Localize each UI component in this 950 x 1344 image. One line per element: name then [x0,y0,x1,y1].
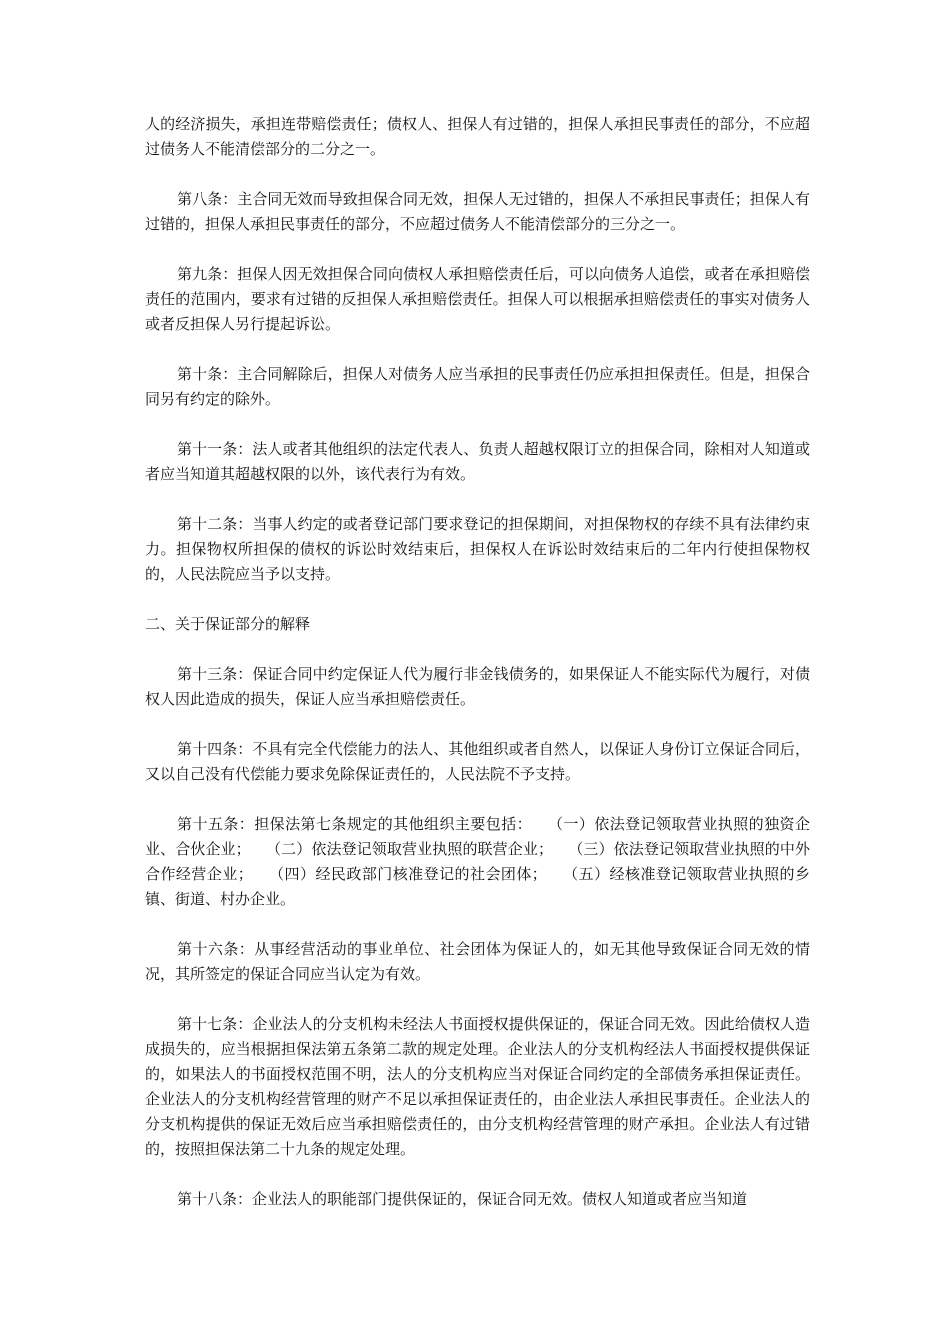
article-15: 第十五条：担保法第七条规定的其他组织主要包括： （一）依法登记领取营业执照的独资企业、合伙企业； （二）依法登记领取营业执照的联营企业； （三）依法登记领取营业执照的中外合作经营企业； （四）经民政部门核准登记的社会团体； （五）经核准登记领取营业执照的乡镇、街道、村办企业。 [145,815,810,908]
article-14: 第十四条：不具有完全代偿能力的法人、其他组织或者自然人，以保证人身份订立保证合同后，又以自己没有代偿能力要求免除保证责任的，人民法院不予支持。 [145,740,810,783]
article-16: 第十六条：从事经营活动的事业单位、社会团体为保证人的，如无其他导致保证合同无效的情况，其所签定的保证合同应当认定为有效。 [145,940,810,983]
article-10: 第十条：主合同解除后，担保人对债务人应当承担的民事责任仍应承担担保责任。但是，担保合同另有约定的除外。 [145,365,810,408]
paragraph-continuation: 人的经济损失，承担连带赔偿责任；债权人、担保人有过错的，担保人承担民事责任的部分，不应超过债务人不能清偿部分的二分之一。 [145,115,810,158]
article-17: 第十七条：企业法人的分支机构未经法人书面授权提供保证的，保证合同无效。因此给债权人造成损失的，应当根据担保法第五条第二款的规定处理。企业法人的分支机构经法人书面授权提供保证的，如果法人的书面授权范围不明，法人的分支机构应当对保证合同约定的全部债务承担保证责任。企业法人的分支机构经营管理的财产不足以承担保证责任的，由企业法人承担民事责任。企业法人的分支机构提供的保证无效后应当承担赔偿责任的，由分支机构经营管理的财产承担。企业法人有过错的，按照担保法第二十九条的规定处理。 [145,1015,810,1158]
article-18: 第十八条：企业法人的职能部门提供保证的，保证合同无效。债权人知道或者应当知道 [177,1190,748,1208]
article-12: 第十二条：当事人约定的或者登记部门要求登记的担保期间，对担保物权的存续不具有法律约束力。担保物权所担保的债权的诉讼时效结束后，担保权人在诉讼时效结束后的二年内行使担保物权的，人民法院应当予以支持。 [145,515,810,583]
article-13: 第十三条：保证合同中约定保证人代为履行非金钱债务的，如果保证人不能实际代为履行，对债权人因此造成的损失，保证人应当承担赔偿责任。 [145,665,810,708]
section-heading: 二、关于保证部分的解释 [145,615,311,633]
article-11: 第十一条：法人或者其他组织的法定代表人、负责人超越权限订立的担保合同，除相对人知道或者应当知道其超越权限的以外，该代表行为有效。 [145,440,810,483]
article-8: 第八条：主合同无效而导致担保合同无效，担保人无过错的，担保人不承担民事责任；担保人有过错的，担保人承担民事责任的部分，不应超过债务人不能清偿部分的三分之一。 [145,190,810,233]
document-body [145,112,810,1237]
article-9: 第九条：担保人因无效担保合同向债权人承担赔偿责任后，可以向债务人追偿，或者在承担赔偿责任的范围内，要求有过错的反担保人承担赔偿责任。担保人可以根据承担赔偿责任的事实对债务人或者反担保人另行提起诉讼。 [145,265,810,333]
